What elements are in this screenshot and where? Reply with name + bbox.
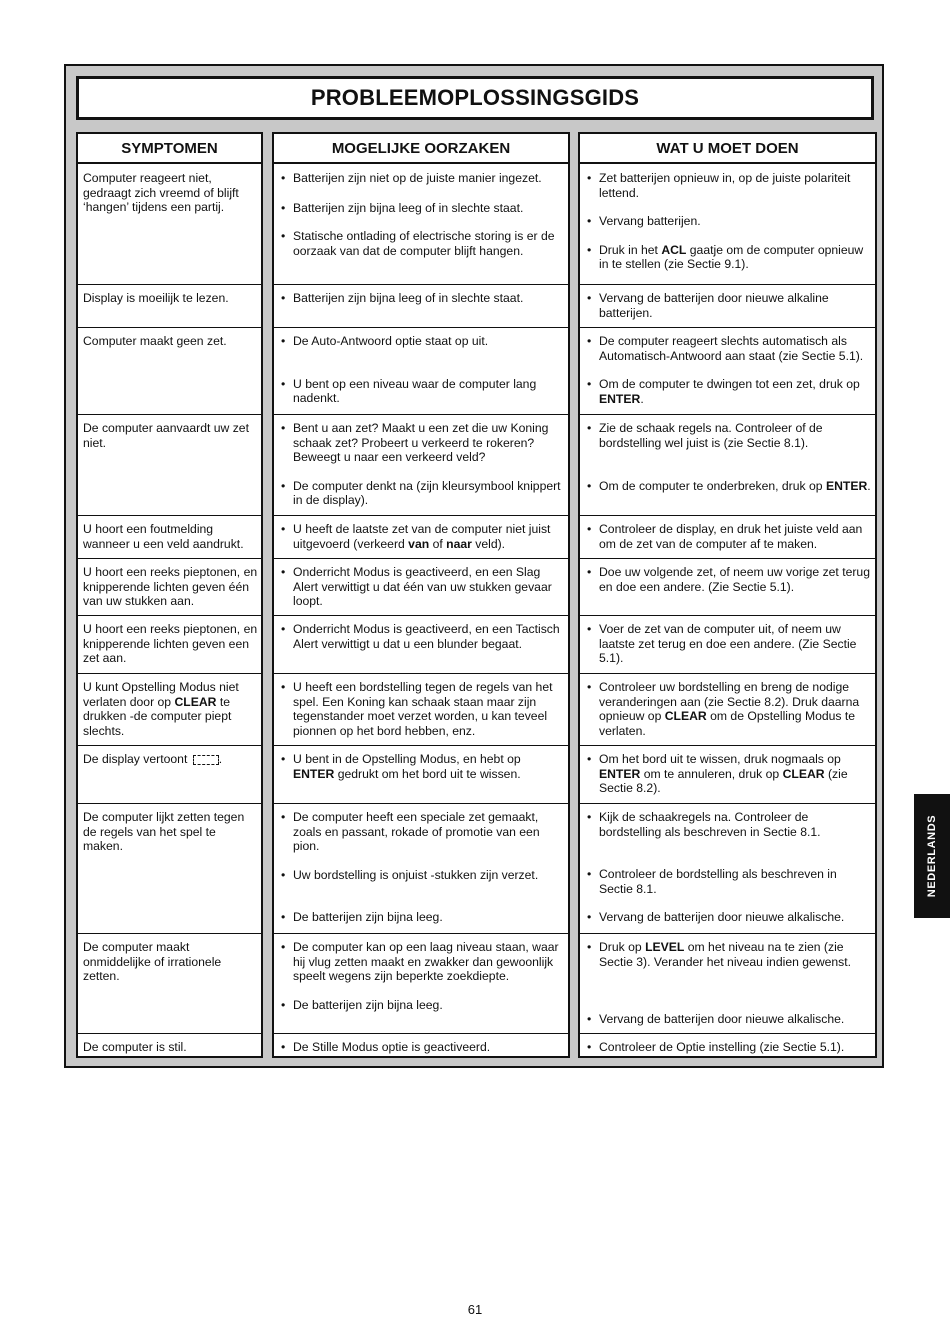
symptom-label: De display vertoont — [83, 752, 188, 766]
causes-list — [281, 680, 564, 738]
symptom-text: De computer lijkt zetten tegen de regels van het spel te maken. — [83, 810, 245, 853]
header-symptoms: SYMPTOMEN — [76, 132, 263, 164]
page-title: PROBLEEMOPLOSSINGSGIDS — [76, 76, 874, 120]
table-row — [76, 414, 877, 516]
cause-item: • Bent u aan zet? Maakt u een zet die uw Koning schaak zet? Probeert u verkeerd te rokeren? Beweegt u naar een verkeerd veld? — [281, 421, 564, 465]
action-item: • Voer de zet van de computer uit, of neem uw laatste zet terug en doe een andere. (Zie Sectie 5.1). — [587, 622, 872, 666]
symptom-text: Computer maakt geen zet. — [83, 334, 227, 348]
table-row — [76, 515, 877, 559]
cause-item: • Onderricht Modus is geactiveerd, en een Tactisch Alert verwittigt u dat u een blunder begaat. — [281, 622, 564, 651]
causes-list — [281, 1040, 564, 1055]
symptom-text: De computer aanvaardt uw zet niet. — [83, 421, 249, 450]
action-item: • Doe uw volgende zet, of neem uw vorige zet terug en doe een andere. (Zie Sectie 5.1). — [587, 565, 872, 594]
symptom-text: De display vertoont . — [83, 752, 223, 766]
actions-list — [587, 810, 872, 925]
cause-item: • U heeft een bordstelling tegen de regels van het spel. Een Koning kan schaak staan maar zijn tegenstander moet verzet worden, u kan teveel pionnen op het bord hebben, enz. — [281, 680, 564, 738]
actions-list — [587, 522, 872, 551]
cause-item: • U heeft de laatste zet van de computer niet juist uitgevoerd (verkeerd van of naar veld). — [281, 522, 564, 551]
cause-item: • De computer kan op een laag niveau staan, waar hij vlug zetten maakt en zwakker dan gewoonlijk speelt wegens zijn beperkte zoekdiepte. — [281, 940, 564, 984]
language-tab-label: NEDERLANDS — [926, 814, 938, 898]
cause-item: • De batterijen zijn bijna leeg. — [281, 910, 564, 925]
action-item: • Kijk de schaakregels na. Controleer de bordstelling als beschreven in Sectie 8.1. — [587, 810, 872, 839]
cause-item: • U bent in de Opstelling Modus, en hebt op ENTER gedrukt om het bord uit te wissen. — [281, 752, 564, 781]
actions-list — [587, 680, 872, 738]
table-row — [76, 615, 877, 674]
table-row — [76, 558, 877, 616]
causes-list — [281, 565, 564, 609]
action-item: • Vervang de batterijen door nieuwe alkalische. — [587, 1012, 872, 1027]
causes-list — [281, 752, 564, 781]
action-item: • Controleer de display, en druk het juiste veld aan om de zet van de computer af te maken. — [587, 522, 872, 551]
table-row — [76, 933, 877, 1034]
actions-list — [587, 171, 872, 272]
symptom-text: U kunt Opstelling Modus niet verlaten door op CLEAR te drukken -de computer piept slechts. — [83, 680, 239, 738]
symptom-text: U hoort een foutmelding wanneer u een veld aandrukt. — [83, 522, 244, 551]
actions-list — [587, 622, 872, 666]
action-item: • Controleer uw bordstelling en breng de nodige veranderingen aan (zie Sectie 8.2). Druk daarna opnieuw op CLEAR om de Opstelling Modus te verlaten. — [587, 680, 872, 738]
actions-list — [587, 291, 872, 320]
symptom-text: De computer maakt onmiddelijke of irrationele zetten. — [83, 940, 222, 983]
cause-item: • Batterijen zijn bijna leeg of in slechte staat. — [281, 291, 564, 306]
causes-list — [281, 291, 564, 306]
cause-item: • U bent op een niveau waar de computer lang nadenkt. — [281, 377, 564, 406]
table-row — [76, 1033, 877, 1058]
causes-list — [281, 171, 564, 258]
action-item: • Vervang batterijen. — [587, 214, 872, 229]
action-item: • De computer reageert slechts automatisch als Automatisch-Antwoord aan staat (zie Sectie 5.1). — [587, 334, 872, 363]
actions-list — [587, 334, 872, 406]
table-row — [76, 803, 877, 934]
cause-item: • Statische ontlading of electrische storing is er de oorzaak van dat de computer blijft hangen. — [281, 229, 564, 258]
action-item: • Zet batterijen opnieuw in, op de juiste polariteit lettend. — [587, 171, 872, 200]
symptom-text: Computer reageert niet, gedraagt zich vreemd of blijft ‘hangen’ tijdens een partij. — [83, 171, 239, 214]
causes-list — [281, 940, 564, 1012]
page-number: 61 — [467, 1302, 483, 1317]
actions-list — [587, 940, 872, 1027]
table-row — [76, 284, 877, 328]
symptom-text: Display is moeilijk te lezen. — [83, 291, 229, 305]
blank-board-display-icon — [193, 755, 219, 765]
table-row — [76, 673, 877, 746]
actions-list — [587, 421, 872, 494]
actions-list — [587, 752, 872, 796]
symptom-text: U hoort een reeks pieptonen, en knipperende lichten geven een zet aan. — [83, 622, 258, 665]
action-item: • Vervang de batterijen door nieuwe alkalische. — [587, 910, 872, 925]
action-item: • Controleer de bordstelling als beschreven in Sectie 8.1. — [587, 867, 872, 896]
cause-item: • De computer denkt na (zijn kleursymbool knippert in de display). — [281, 479, 564, 508]
action-item: • Druk in het ACL gaatje om de computer opnieuw in te stellen (zie Sectie 9.1). — [587, 243, 872, 272]
cause-item: • De computer heeft een speciale zet gemaakt, zoals en passant, rokade of promotie van een pion. — [281, 810, 564, 854]
table-row — [76, 164, 877, 285]
cause-item: • Uw bordstelling is onjuist -stukken zijn verzet. — [281, 868, 564, 883]
table-row — [76, 327, 877, 415]
action-item: • Druk op LEVEL om het niveau na te zien (zie Sectie 3). Verander het niveau indien gewenst. — [587, 940, 872, 969]
cause-item: • Onderricht Modus is geactiveerd, en een Slag Alert verwittigt u dat één van uw stukken gevaar loopt. — [281, 565, 564, 609]
cause-item: • Batterijen zijn niet op de juiste manier ingezet. — [281, 171, 564, 186]
causes-list — [281, 334, 564, 406]
header-actions: WAT U MOET DOEN — [578, 132, 877, 164]
causes-list — [281, 522, 564, 551]
action-item: • Om de computer te dwingen tot een zet, druk op ENTER. — [587, 377, 872, 406]
action-item: • Om het bord uit te wissen, druk nogmaals op ENTER om te annuleren, druk op CLEAR (zie Sectie 8.2). — [587, 752, 872, 796]
troubleshooting-frame — [64, 64, 884, 1068]
language-tab — [914, 794, 950, 918]
actions-list — [587, 1040, 872, 1055]
action-item: • Vervang de batterijen door nieuwe alkaline batterijen. — [587, 291, 872, 320]
causes-list — [281, 622, 564, 651]
symptom-text: U hoort een reeks pieptonen, en knipperende lichten geven één van uw stukken aan. — [83, 565, 258, 608]
table-row — [76, 745, 877, 804]
action-item: • Om de computer te onderbreken, druk op ENTER. — [587, 479, 872, 494]
symptom-text: De computer is stil. — [83, 1040, 187, 1054]
cause-item: • De Stille Modus optie is geactiveerd. — [281, 1040, 564, 1055]
causes-list — [281, 421, 564, 508]
cause-item: • De Auto-Antwoord optie staat op uit. — [281, 334, 564, 349]
causes-list — [281, 810, 564, 925]
action-item: • Zie de schaak regels na. Controleer of de bordstelling wel juist is (zie Sectie 8.1). — [587, 421, 872, 450]
cause-item: • Batterijen zijn bijna leeg of in slechte staat. — [281, 201, 564, 216]
cause-item: • De batterijen zijn bijna leeg. — [281, 998, 564, 1013]
header-causes: MOGELIJKE OORZAKEN — [272, 132, 570, 164]
action-item: • Controleer de Optie instelling (zie Sectie 5.1). — [587, 1040, 872, 1055]
actions-list — [587, 565, 872, 594]
troubleshooting-table — [76, 164, 877, 1058]
